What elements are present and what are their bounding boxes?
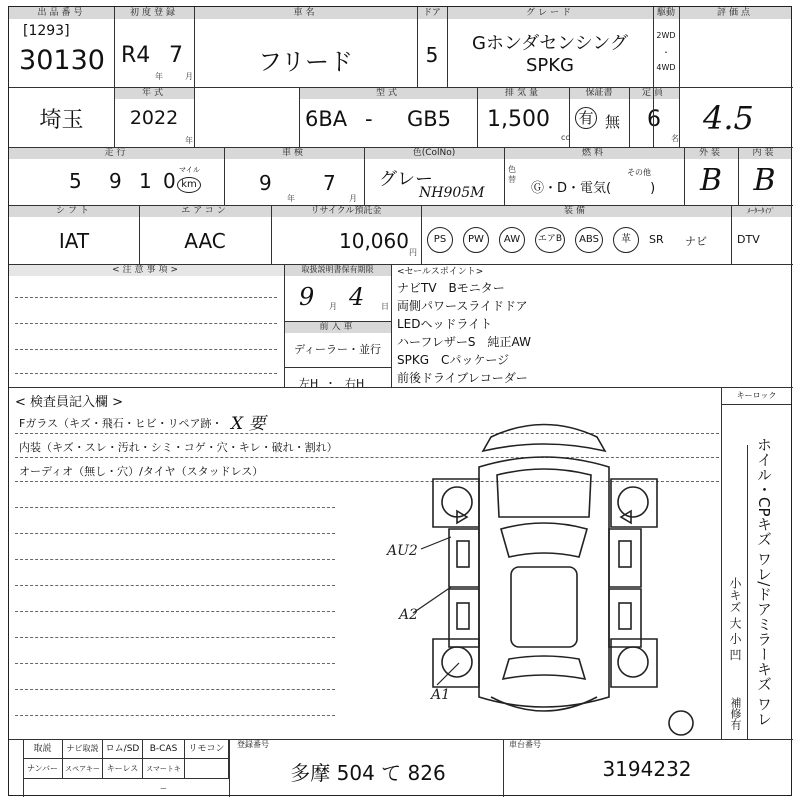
displacement-value: 1,500 (487, 107, 550, 132)
score-value: 4.5 (703, 99, 754, 137)
shift-value: IAT (58, 229, 90, 253)
recycle-header: リサイクル預託金 (271, 205, 421, 217)
score-header: 評価点 (679, 7, 791, 19)
reg-no-value: 多摩 504 て 826 (290, 761, 446, 785)
footer-navi-manual: ナビ取説 (63, 739, 103, 759)
doors-value: 5 (425, 43, 439, 67)
aircon-value: AAC (184, 229, 226, 253)
interior-grade: B (753, 163, 776, 198)
handle-right: 右H (345, 377, 365, 390)
inspector-mark: X 要 (231, 414, 266, 434)
auction-sheet (8, 6, 792, 796)
equip-aw: AW (499, 227, 525, 253)
handle-left: 左H (299, 377, 319, 390)
chassis-label: 車台番号 (509, 740, 541, 749)
turbo-header: 保証書 (569, 87, 629, 99)
fuel-header: 燃料 (504, 147, 684, 159)
color-code: NH905M (419, 185, 485, 201)
warranty-month: 9 (299, 283, 315, 311)
doors-header: ドア (417, 7, 447, 19)
inspector-line-3: オーディオ（無し・穴）/タイヤ（スタッドレス） (19, 465, 264, 478)
footer-number: ナンバー (23, 759, 63, 779)
side-note-3: 補修有 (729, 697, 742, 730)
drive-dot: ・ (662, 48, 670, 57)
mileage-digit-3: 1 (139, 169, 152, 193)
turbo-no: 無 (605, 113, 621, 131)
exterior-header: 外装 (684, 147, 738, 159)
inspection-year-unit: 年 (287, 194, 295, 203)
displacement-unit: cc (561, 133, 570, 142)
car-name: フリード (257, 48, 354, 76)
model-code: GB5 (407, 107, 452, 131)
model-header: 型式 (299, 87, 477, 99)
footer-smart-key: スマートキー (143, 759, 185, 779)
drive-header: 駆動 (653, 7, 679, 19)
drive-4wd: 4WD (656, 63, 676, 72)
mileage-mile: マイル (179, 166, 200, 174)
lot-number-header: 出品番号 (9, 7, 114, 19)
inspector-line-1: Fガラス（キズ・飛石・ヒビ・リペア跡・ (19, 417, 223, 430)
recycle-value: 10,060 (339, 229, 409, 253)
mileage-km: km (177, 177, 201, 193)
footer-remote: リモコン (185, 739, 229, 759)
equip-navi: ナビ (685, 235, 707, 248)
grade-line2: SPKG (525, 55, 575, 76)
mileage-digit-4: 0 (163, 169, 176, 193)
equip-pw: PW (463, 227, 489, 253)
sales-points-header: <セールスポイント> (397, 267, 484, 277)
sales-point-3: LEDヘッドライト (397, 317, 493, 331)
turbo-yes: 有 (575, 107, 597, 129)
grade-line1: Gホンダセンシング (472, 33, 628, 54)
capacity-header: 定員 (629, 87, 679, 99)
fuel-other-label: その他 (627, 168, 651, 177)
sales-point-1: ナビTV Bモニター (397, 281, 505, 295)
lot-code: [1293] (23, 23, 70, 39)
footer-keyless: キーレス (103, 759, 143, 779)
recycle-unit: 円 (409, 248, 417, 257)
year-unit: 年 (155, 72, 163, 81)
side-note-2: 小キズ 大 小 凹 (728, 577, 742, 661)
sales-point-6: 前後ドライブレコーダー (397, 371, 528, 385)
damage-mark-a2: A2 (399, 607, 419, 623)
exterior-grade: B (699, 163, 723, 198)
color-header: 色(ColNo) (364, 147, 504, 159)
first-reg-header: 初度登録 (114, 7, 194, 19)
side-note-1: ホイル・CPキズ ワレ/ドアミラーキズ ワレ (755, 437, 773, 727)
model-year-unit: 年 (185, 136, 193, 145)
chassis-value: 3194232 (602, 757, 692, 781)
aircon-header: エアコン (139, 205, 271, 217)
equip-airbag: エアB (535, 227, 565, 253)
drive-2wd: 2WD (656, 31, 676, 40)
mileage-digit-1: 5 (69, 169, 82, 193)
inspection-year: 9 (259, 171, 272, 195)
month-unit: 月 (185, 72, 193, 81)
first-reg-era: R4 (121, 43, 151, 68)
model-dash: - (365, 107, 373, 131)
inspection-header: 車検 (224, 147, 364, 159)
notes-header: <注意事項> (9, 264, 284, 276)
equip-abs: ABS (575, 227, 603, 253)
footer-rom-sd: ロム/SD (103, 739, 143, 759)
sales-point-4: ハーフレザーS 純正AW (397, 335, 531, 349)
inspection-month-unit: 月 (349, 194, 357, 203)
meter-header: ﾒｰﾀｰﾀｲﾌﾟ (731, 205, 791, 217)
key-lock-header: キーロック (721, 387, 791, 405)
lot-number: 30130 (19, 45, 105, 76)
footer-bcas: B-CAS (143, 739, 185, 759)
interior-header: 内装 (738, 147, 791, 159)
prior-use-header: 前入車 (284, 321, 391, 333)
warranty-month-unit: 月 (329, 302, 337, 311)
equip-ps: PS (427, 227, 453, 253)
inspection-month: 7 (323, 171, 336, 195)
mileage-header: 走行 (9, 147, 224, 159)
prior-use-value: ディーラー・並行 (293, 343, 382, 356)
reg-no-label: 登録番号 (237, 740, 269, 749)
capacity-value: 6 (647, 107, 661, 132)
car-name-header: 車名 (194, 7, 417, 19)
equipment-header: 装備 (421, 205, 731, 217)
grade-header: グレード (447, 7, 653, 19)
paint-change-label: 色替 (508, 165, 516, 184)
warranty-day: 4 (349, 283, 365, 311)
mileage-digit-2: 9 (109, 169, 122, 193)
shift-header: シフト (9, 205, 139, 217)
color-name: グレー (379, 169, 433, 190)
model-year-header: 年式 (114, 87, 194, 99)
sales-point-2: 両側パワースライドドア (397, 299, 528, 313)
warranty-day-unit: 日 (381, 302, 389, 311)
model-prefix: 6BA (305, 107, 348, 131)
capacity-unit: 名 (671, 134, 679, 143)
region-value: 埼玉 (39, 108, 84, 133)
fuel-value: Ⓖ・D・電気( ) (531, 181, 656, 196)
inspector-header: < 検査員記入欄 > (15, 395, 124, 410)
displacement-header: 排気量 (477, 87, 569, 99)
equip-leather: 革 (613, 227, 639, 253)
inspector-line-2: 内装（キズ・スレ・汚れ・シミ・コゲ・穴・キレ・破れ・割れ） (19, 441, 338, 454)
model-year-value: 2022 (129, 107, 179, 129)
damage-mark-a1: A1 (431, 687, 451, 703)
warranty-header: 取扱説明書保有期限 (284, 264, 391, 276)
car-damage-diagram (379, 407, 719, 737)
handle-sep: ・ (325, 377, 336, 390)
first-reg-month: 7 (169, 43, 183, 68)
equip-sr: SR (649, 233, 664, 246)
sales-point-5: SPKG Cパッケージ (397, 353, 510, 367)
damage-mark-au2: AU2 (387, 543, 418, 559)
footer-manual: 取説 (23, 739, 63, 759)
footer-spare-key: スペアキー (63, 759, 103, 779)
equip-dtv: DTV (737, 233, 760, 246)
footer-blank (185, 759, 229, 779)
